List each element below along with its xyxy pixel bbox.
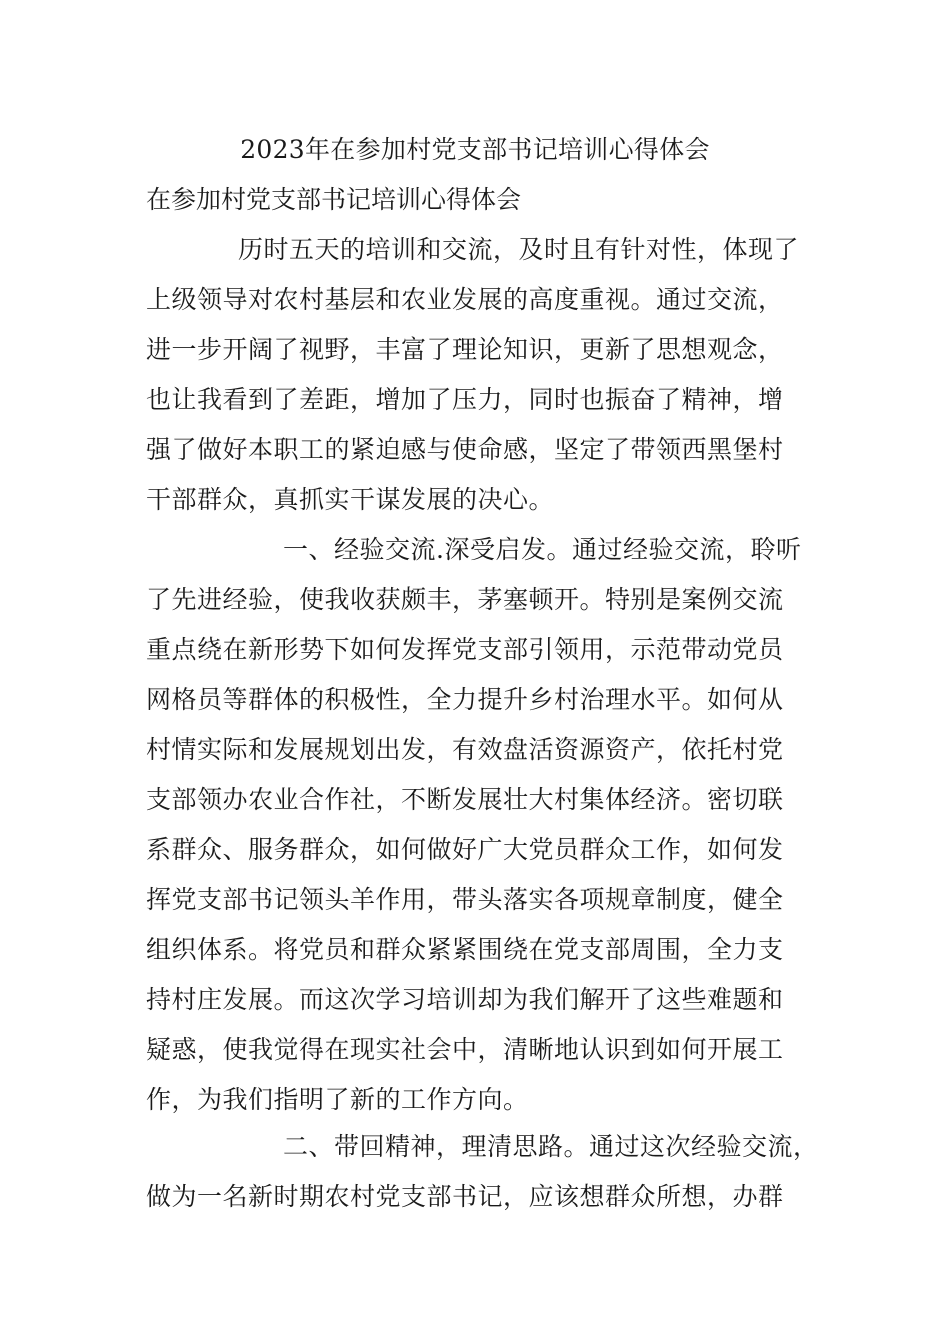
paragraph-line: 系群众、服务群众，如何做好广大党员群众工作，如何发 <box>146 835 784 864</box>
document-title: 2023年在参加村党支部书记培训心得体会 <box>240 135 710 164</box>
paragraph-line: 疑惑，使我觉得在现实社会中，清晰地认识到如何开展工 <box>146 1035 784 1064</box>
paragraph-line: 做为一名新时期农村党支部书记，应该想群众所想，办群 <box>146 1182 784 1211</box>
paragraph-line: 重点绕在新形势下如何发挥党支部引领用，示范带动党员 <box>146 635 784 664</box>
paragraph-line: 干部群众，真抓实干谋发展的决心。 <box>146 485 555 514</box>
paragraph-line: 组织体系。将党员和群众紧紧围绕在党支部周围，全力支 <box>146 935 784 964</box>
paragraph-line: 强了做好本职工的紧迫感与使命感，坚定了带领西黑堡村 <box>146 435 784 464</box>
paragraph-line: 持村庄发展。而这次学习培训却为我们解开了这些难题和 <box>146 985 784 1014</box>
paragraph-line: 挥党支部书记领头羊作用，带头落实各项规章制度，健全 <box>146 885 784 914</box>
document-subtitle: 在参加村党支部书记培训心得体会 <box>146 185 522 214</box>
paragraph-line: 村情实际和发展规划出发，有效盘活资源资产，依托村党 <box>146 735 784 764</box>
paragraph-line: 也让我看到了差距，增加了压力，同时也振奋了精神，增 <box>146 385 784 414</box>
paragraph-line: 支部领办农业合作社，不断发展壮大村集体经济。密切联 <box>146 785 784 814</box>
paragraph-section-two <box>146 1122 836 1222</box>
paragraph-line: 一、经验交流.深受启发。通过经验交流，聆听 <box>283 535 802 564</box>
paragraph-line: 了先进经验，使我收获颇丰，茅塞顿开。特别是案例交流 <box>146 585 784 614</box>
paragraph-line: 二、带回精神，理清思路。通过这次经验交流， <box>283 1132 819 1161</box>
paragraph-intro <box>146 225 836 525</box>
paragraph-section-one <box>146 525 836 1125</box>
paragraph-line: 进一步开阔了视野，丰富了理论知识，更新了思想观念， <box>146 335 784 364</box>
paragraph-line: 作，为我们指明了新的工作方向。 <box>146 1085 529 1114</box>
paragraph-line: 网格员等群体的积极性，全力提升乡村治理水平。如何从 <box>146 685 784 714</box>
paragraph-line: 历时五天的培训和交流，及时且有针对性，体现了 <box>238 235 800 264</box>
paragraph-line: 上级领导对农村基层和农业发展的高度重视。通过交流， <box>146 285 784 314</box>
